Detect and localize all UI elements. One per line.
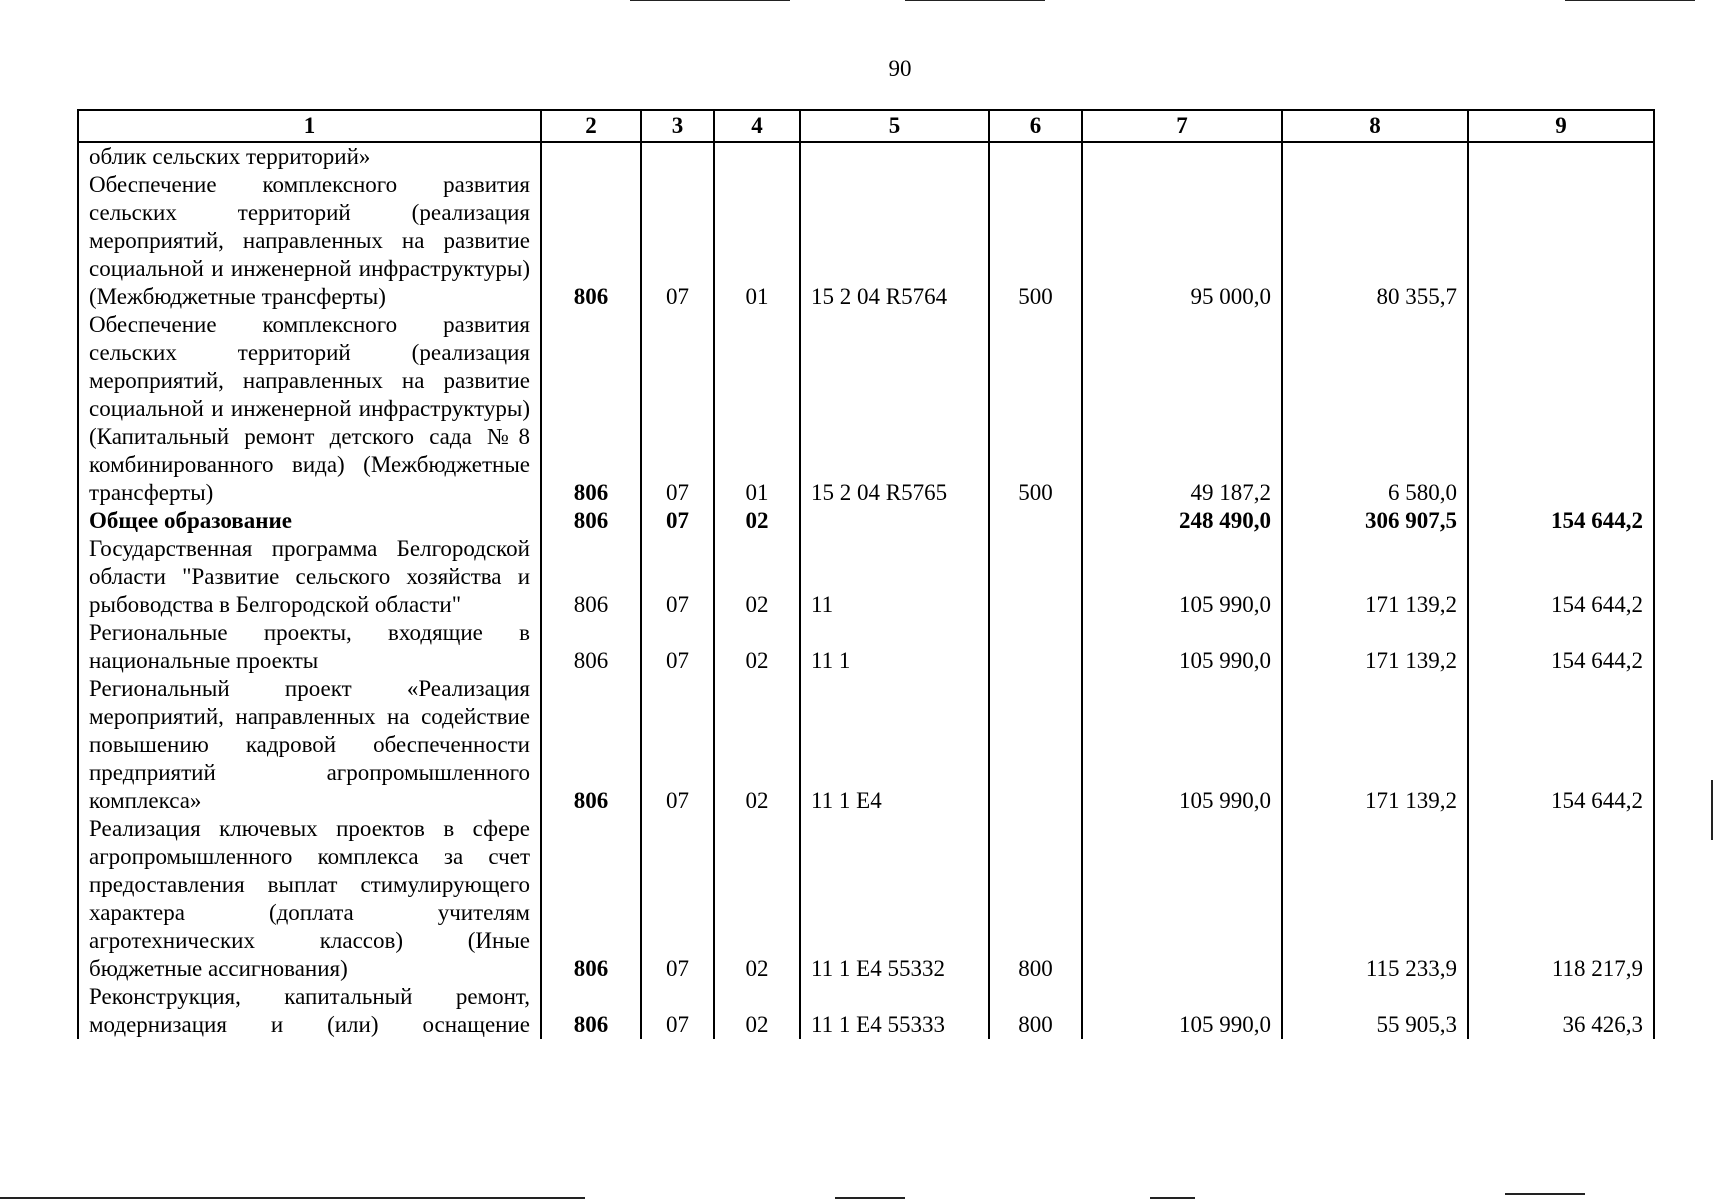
cell-c4: 01 [714,171,800,311]
cell-c7: 95 000,0 [1082,171,1282,311]
scan-edge-mark [0,1197,585,1199]
cell-c9: 36 426,3 [1468,983,1654,1039]
cell-c9 [1468,311,1654,507]
cell-c5: 11 1 E4 55333 [800,983,989,1039]
scan-edge-mark [835,1197,905,1199]
cell-c7: 248 490,0 [1082,507,1282,535]
cell-c9: 154 644,2 [1468,535,1654,619]
cell-c6: 500 [989,171,1082,311]
table-row [78,815,1654,983]
cell-c9: 154 644,2 [1468,619,1654,675]
cell-c6 [989,142,1082,171]
table-row [78,675,1654,815]
cell-c3: 07 [641,171,714,311]
cell-c2 [541,142,641,171]
scan-edge-mark [630,0,790,1]
cell-c8: 6 580,0 [1282,311,1468,507]
cell-c5: 15 2 04 R5764 [800,171,989,311]
column-header: 4 [714,110,800,142]
cell-c5 [800,142,989,171]
cell-c7 [1082,815,1282,983]
column-header: 6 [989,110,1082,142]
row-name: Региональный проект «Реализация мероприятий, направленных на содействие повышению кадровой обеспеченности предприятий агропромышленного комплекса» [78,675,541,815]
column-header: 2 [541,110,641,142]
table-row [78,311,1654,507]
scan-edge-mark [1150,1197,1195,1199]
cell-c5: 11 1 E4 55332 [800,815,989,983]
cell-c2: 806 [541,619,641,675]
cell-c7: 105 990,0 [1082,675,1282,815]
cell-c3: 07 [641,675,714,815]
cell-c7: 49 187,2 [1082,311,1282,507]
cell-c2: 806 [541,507,641,535]
cell-c4: 02 [714,535,800,619]
cell-c4: 02 [714,675,800,815]
cell-c4: 02 [714,815,800,983]
row-name: Обеспечение комплексного развития сельских территорий (реализация мероприятий, направленных на развитие социальной и инженерной инфраструктуры) (Межбюджетные трансферты) [78,171,541,311]
table-row [78,535,1654,619]
cell-c8: 80 355,7 [1282,171,1468,311]
header-row [78,110,1654,142]
cell-c3: 07 [641,535,714,619]
cell-c3: 07 [641,815,714,983]
cell-c4: 02 [714,507,800,535]
cell-c5 [800,507,989,535]
row-name: облик сельских территорий» [78,142,541,171]
cell-c5: 11 [800,535,989,619]
table-row [78,171,1654,311]
cell-c3 [641,142,714,171]
cell-c2: 806 [541,983,641,1039]
cell-c6 [989,619,1082,675]
cell-c3: 07 [641,507,714,535]
cell-c7: 105 990,0 [1082,619,1282,675]
cell-c6 [989,507,1082,535]
row-name: Обеспечение комплексного развития сельских территорий (реализация мероприятий, направленных на развитие социальной и инженерной инфраструктуры) (Капитальный ремонт детского сада №8 комбинированного вида) (Межбюджетные трансферты) [78,311,541,507]
cell-c7: 105 990,0 [1082,983,1282,1039]
cell-c4: 02 [714,983,800,1039]
cell-c2: 806 [541,171,641,311]
cell-c6 [989,535,1082,619]
cell-c4 [714,142,800,171]
cell-c6: 500 [989,311,1082,507]
cell-c3: 07 [641,983,714,1039]
cell-c9: 154 644,2 [1468,675,1654,815]
cell-c8: 115 233,9 [1282,815,1468,983]
cell-c3: 07 [641,619,714,675]
cell-c9 [1468,171,1654,311]
cell-c8: 171 139,2 [1282,619,1468,675]
row-name: Государственная программа Белгородской области "Развитие сельского хозяйства и рыбоводства в Белгородской области" [78,535,541,619]
table-row [78,983,1654,1039]
column-header: 7 [1082,110,1282,142]
row-name: Реализация ключевых проектов в сфере агропромышленного комплекса за счет предоставления выплат стимулирующего характера (доплата учителям агротехнических классов) (Иные бюджетные ассигнования) [78,815,541,983]
cell-c8: 171 139,2 [1282,535,1468,619]
cell-c4: 01 [714,311,800,507]
cell-c5: 11 1 E4 [800,675,989,815]
cell-c9: 118 217,9 [1468,815,1654,983]
cell-c8: 171 139,2 [1282,675,1468,815]
cell-c5: 11 1 [800,619,989,675]
cell-c6: 800 [989,815,1082,983]
cell-c5: 15 2 04 R5765 [800,311,989,507]
scan-edge-mark [905,0,1045,1]
row-name: Региональные проекты, входящие в национальные проекты [78,619,541,675]
cell-c8 [1282,142,1468,171]
table-row [78,619,1654,675]
scan-edge-mark [1505,1193,1585,1195]
cell-c9: 154 644,2 [1468,507,1654,535]
scan-edge-mark [1711,780,1713,840]
cell-c2: 806 [541,675,641,815]
cell-c7 [1082,142,1282,171]
cell-c4: 02 [714,619,800,675]
row-name: Реконструкция, капитальный ремонт, модернизация и (или) оснащение [78,983,541,1039]
column-header: 8 [1282,110,1468,142]
cell-c9 [1468,142,1654,171]
cell-c7: 105 990,0 [1082,535,1282,619]
scan-edge-mark [1565,0,1695,1]
cell-c6 [989,675,1082,815]
cell-c8: 306 907,5 [1282,507,1468,535]
table-row [78,507,1654,535]
budget-table [77,109,1655,1039]
row-name: Общее образование [78,507,541,535]
cell-c8: 55 905,3 [1282,983,1468,1039]
cell-c2: 806 [541,311,641,507]
cell-c6: 800 [989,983,1082,1039]
cell-c2: 806 [541,535,641,619]
column-header: 5 [800,110,989,142]
cell-c3: 07 [641,311,714,507]
column-header: 3 [641,110,714,142]
table-row [78,142,1654,171]
cell-c2: 806 [541,815,641,983]
page-number: 90 [888,56,912,81]
column-header: 9 [1468,110,1654,142]
column-header: 1 [78,110,541,142]
